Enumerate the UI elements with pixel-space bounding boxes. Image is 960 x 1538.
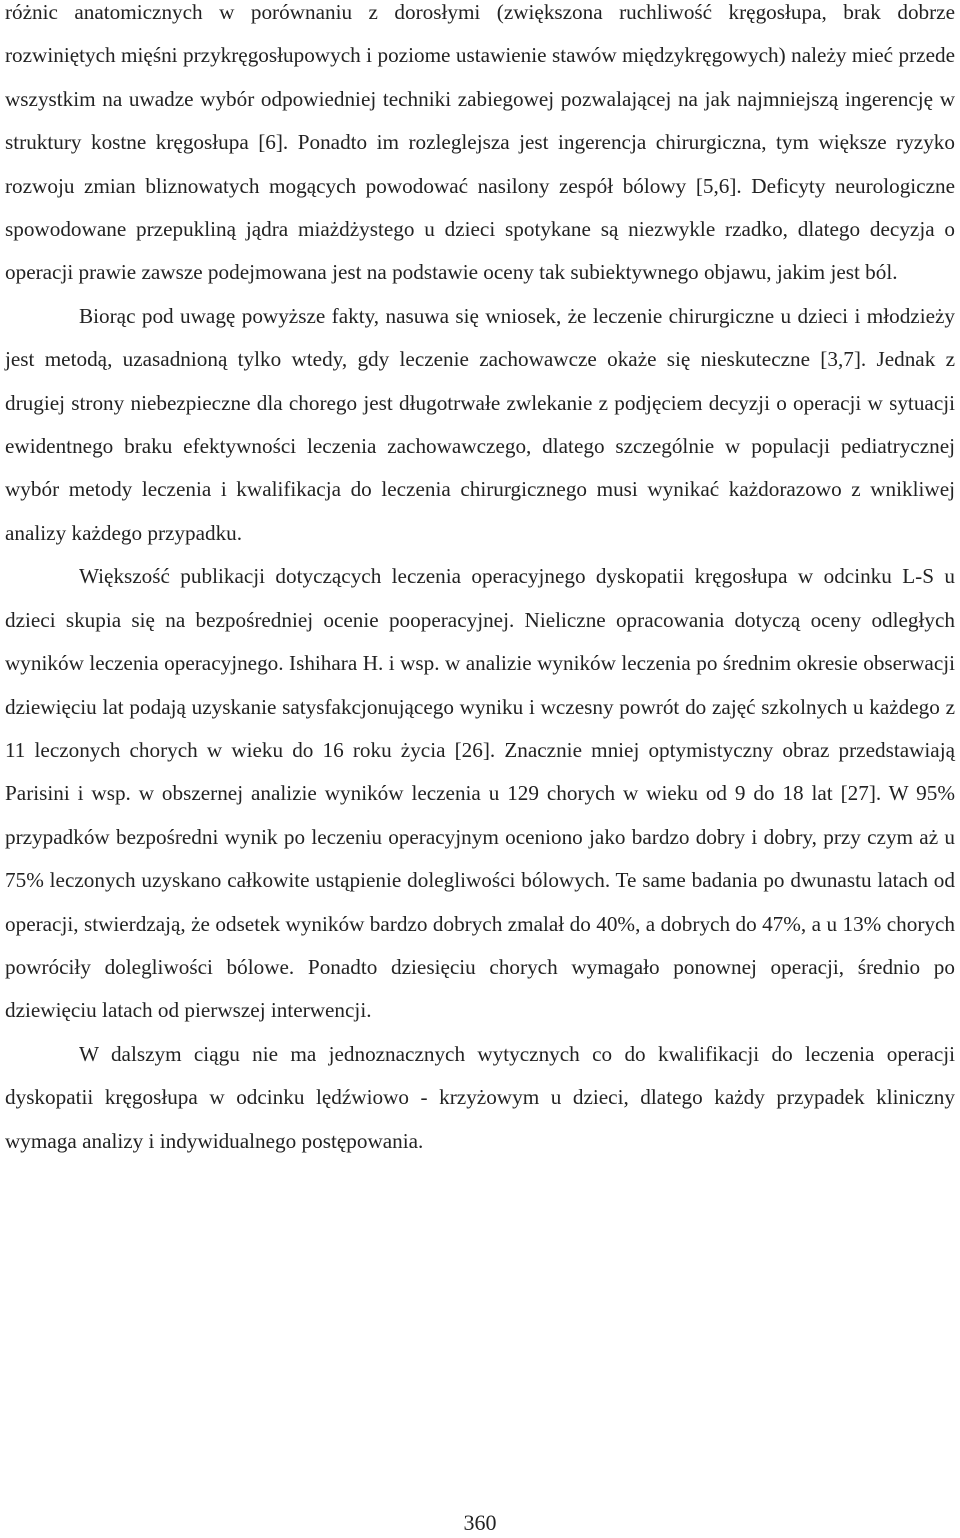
paragraph-surgical-treatment: Biorąc pod uwagę powyższe fakty, nasuwa się wniosek, że leczenie chirurgiczne u dzieci i młodzieży jest metodą, uzasadnioną tylko wtedy, gdy leczenie zachowawcze okaże się nieskuteczne [3,7]. Jednak z drugiej strony niebezpieczne dla chorego jest długotrwałe zwlekanie z podjęciem decyzji o operacji w sytuacji ewidentnego braku efektywności leczenia zachowawczego, dlatego szczególnie w populacji pediatrycznej wybór metody leczenia i kwalifikacja do leczenia chirurgicznego musi wynikać każdorazowo z wnikliwej analizy każdego przypadku.: [5, 303, 955, 545]
body-text: [5, 0, 955, 1163]
page-number: 360: [463, 1510, 497, 1535]
paragraph-continuation: różnic anatomicznych w porównaniu z dorosłymi (zwiększona ruchliwość kręgosłupa, brak dobrze rozwiniętych mięśni przykręgosłupowych i poziome ustawienie stawów międzykręgowych) należy mieć przede wszystkim na uwadze wybór odpowiedniej techniki zabiegowej pozwalającej na jak najmniejszą ingerencję w struktury kostne kręgosłupa [6]. Ponadto im rozleglejsza jest ingerencja chirurgiczna, tym większe ryzyko rozwoju zmian bliznowatych mogących powodować nasilony zespół bólowy [5,6]. Deficyty neurologiczne spowodowane przepukliną jądra miażdżystego u dzieci spotykane są niezwykle rzadko, dlatego decyzja o operacji prawie zawsze podejmowana jest na podstawie oceny tak subiektywnego objawu, jakim jest ból.: [5, 0, 955, 285]
paragraph-publications-review: Większość publikacji dotyczących leczenia operacyjnego dyskopatii kręgosłupa w odcinku L-S u dzieci skupia się na bezpośredniej ocenie pooperacyjnej. Nieliczne opracowania dotyczą oceny odległych wyników leczenia operacyjnego. Ishihara H. i wsp. w analizie wyników leczenia po średnim okresie obserwacji dziewięciu lat podają uzyskanie satysfakcjonującego wyniku i wczesny powrót do zajęć szkolnych u każdego z 11 leczonych chorych w wieku do 16 roku życia [26]. Znacznie mniej optymistyczny obraz przedstawiają Parisini i wsp. w obszernej analizie wyników leczenia u 129 chorych w wieku od 9 do 18 lat [27]. W 95% przypadków bezpośredni wynik po leczeniu operacyjnym oceniono jako bardzo dobry i dobry, przy czym aż u 75% leczonych uzyskano całkowite ustąpienie dolegliwości bólowych. Te same badania po dwunastu latach od operacji, stwierdzają, że odsetek wyników bardzo dobrych zmalał do 40%, a dobrych do 47%, a u 13% chorych powróciły dolegliwości bólowe. Ponadto dziesięciu chorych wymagało ponownej operacji, średnio po dziewięciu latach od pierwszej interwencji.: [5, 564, 955, 1023]
paragraph-conclusion: W dalszym ciągu nie ma jednoznacznych wytycznych co do kwalifikacji do leczenia operacji dyskopatii kręgosłupa w odcinku lędźwiowo - krzyżowym u dzieci, dlatego każdy przypadek kliniczny wymaga analizy i indywidualnego postępowania.: [5, 1041, 955, 1153]
